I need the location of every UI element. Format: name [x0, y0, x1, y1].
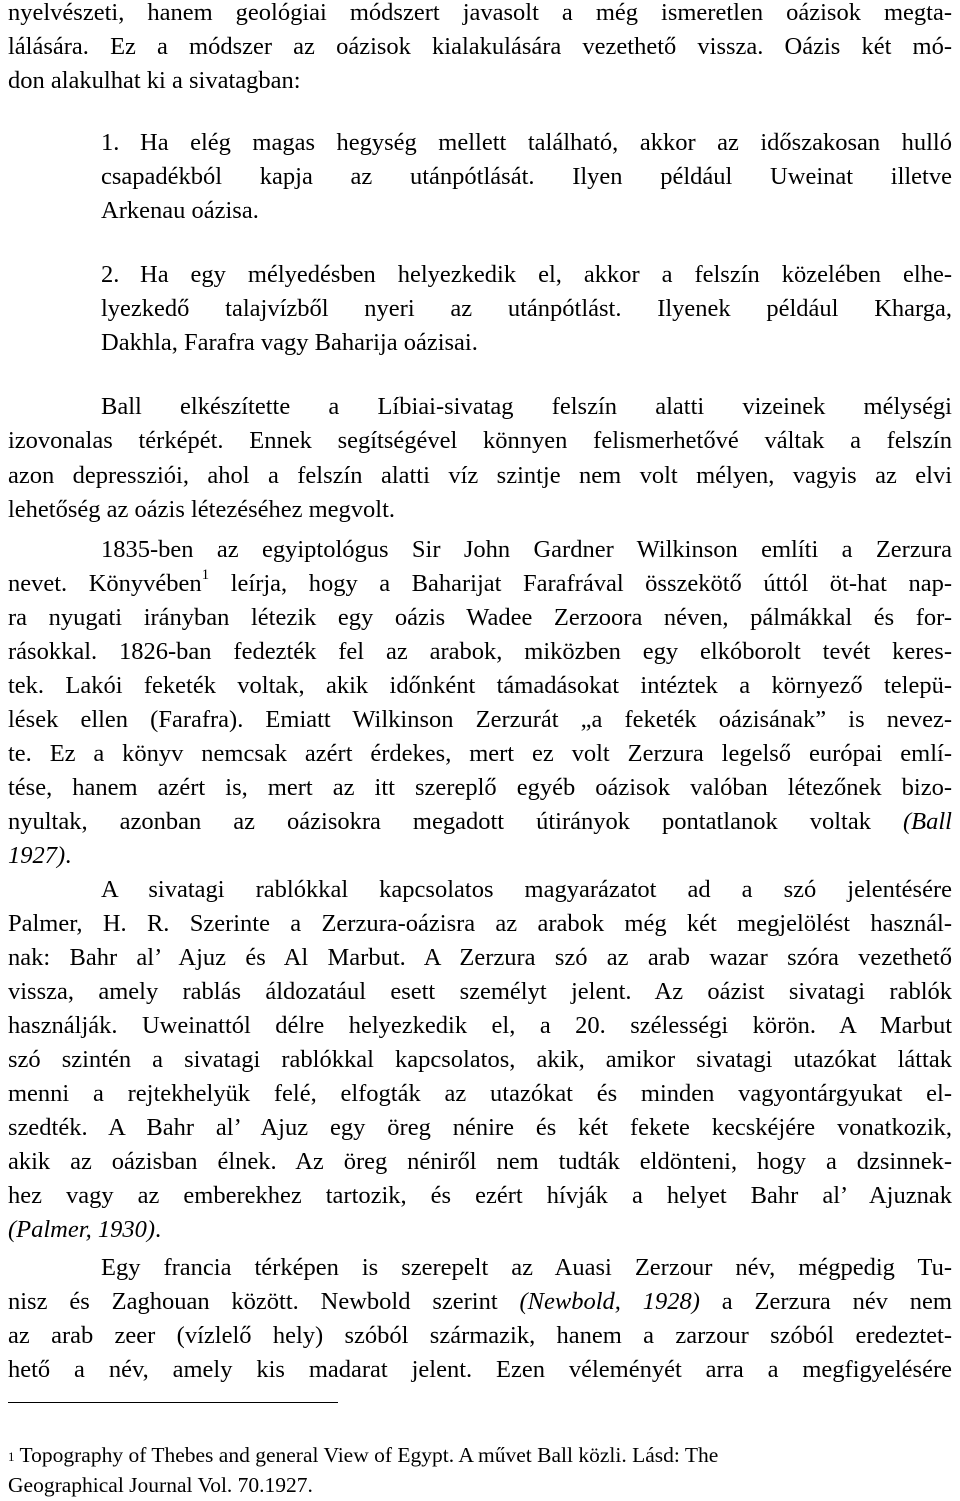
french-line-4: hető a név, amely kis madarat jelent. Ezen véleményét arra a megfigyelésére [8, 1356, 952, 1383]
palmer-line-11 [8, 1213, 952, 1247]
wilkinson-line-6: lések ellen (Farafra). Emiatt Wilkinson Zerzurát „a feketék oázisának” is nevez- [8, 706, 952, 733]
palmer-line-4: vissza, amely rablás áldozatául esett személyt jelent. Az oázist sivatagi rablók [8, 978, 952, 1005]
ball-line-4: lehetőség az oázis létezéséhez megvolt. [8, 496, 396, 523]
list-item-2-line-2: lyezkedő talajvízből nyeri az utánpótlást. Ilyenek például Kharga, [101, 295, 952, 322]
wilkinson-line-5: tek. Lakói feketék voltak, akik időnként támadásokat intéztek a környező telepü- [8, 672, 952, 699]
french-line-1: Egy francia térképen is szerepelt az Auasi Zerzour név, mégpedig Tu- [101, 1254, 952, 1281]
list-item-1-line-2: csapadékból kapja az utánpótlását. Ilyen például Uweinat illetve [101, 163, 952, 190]
palmer-line-2: Palmer, H. R. Szerinte a Zerzura-oázisra az arabok még két megjelölést használ- [8, 910, 952, 937]
footnote-rule [8, 1402, 338, 1403]
wilkinson-line-1: 1835-ben az egyiptológus Sir John Gardner Wilkinson említi a Zerzura [101, 536, 952, 563]
palmer-line-6: szó szintén a sivatagi rablókkal kapcsolatos, akik, amikor sivatagi utazókat láttak [8, 1046, 952, 1073]
palmer-line-8: szedték. A Bahr al’ Ajuz egy öreg nénire és két fekete kecskéjére vonatkozik, [8, 1114, 952, 1141]
list-number-1: 1. [101, 129, 120, 156]
wilkinson-line-8: tése, hanem azért is, mert az itt szereplő egyéb oázisok valóban létezőnek bizo- [8, 774, 952, 801]
french-line-2b: a Zerzura név nem [699, 1288, 952, 1315]
palmer-line-5: használják. Uweinattól délre helyezkedik el, a 20. szélességi körön. A Marbut [8, 1012, 952, 1039]
wilkinson-line-9a: nyultak, azonban az oázisokra megadott útirányok pontatlanok voltak [8, 808, 903, 835]
citation-palmer-1930: (Palmer, 1930) [8, 1216, 155, 1243]
footnote-text-1: Topography of Thebes and general View of Egypt. A művet Ball közli. Lásd: The [14, 1443, 719, 1467]
list-item-1-line-3: Arkenau oázisa. [101, 197, 259, 224]
palmer-line-7: menni a rejtekhelyük felé, elfogták az utazókat és minden vagyontárgyukat el- [8, 1080, 952, 1107]
wilkinson-line-9 [8, 805, 952, 839]
palmer-line-3: nak: Bahr al’ Ajuz és Al Marbut. A Zerzura szó az arab wazar szóra vezethető [8, 944, 952, 971]
wilkinson-line-2b: leírja, hogy a Baharijat Farafrával összekötő úttól öt-hat nap- [209, 570, 952, 597]
wilkinson-line-10 [8, 839, 952, 873]
palmer-line-11b: . [154, 1216, 162, 1243]
wilkinson-line-2 [8, 567, 952, 601]
palmer-line-1: A sivatagi rablókkal kapcsolatos magyarázatot ad a szó jelentésére [101, 876, 952, 903]
intro-line-1: nyelvészeti, hanem geológiai módszert javasolt a még ismeretlen oázisok megta- [8, 0, 952, 26]
french-line-2a: nisz és Zaghouan között. Newbold szerint [8, 1288, 520, 1315]
french-line-2 [8, 1285, 952, 1319]
french-line-3: az arab zeer (vízlelő hely) szóból származik, hanem a zarzour szóból eredeztet- [8, 1322, 952, 1349]
footnote-line-2: Geographical Journal Vol. 70.1927. [8, 1473, 313, 1497]
intro-line-3: don alakulhat ki a sivatagban: [8, 67, 301, 94]
wilkinson-line-10b: . [65, 842, 72, 869]
ball-line-2: izovonalas térképét. Ennek segítségével könnyen felismerhetővé váltak a felszín [8, 427, 952, 454]
list-item-2-line-1: Ha egy mélyedésben helyezkedik el, akkor a felszín közelében elhe- [140, 261, 952, 288]
wilkinson-line-2a: nevet. Könyvében [8, 570, 202, 597]
footnote-ref-1: 1 [201, 567, 210, 583]
ball-line-1: Ball elkészítette a Líbiai-sivatag felszín alatti vizeinek mélységi [101, 393, 952, 420]
list-item-2-line-3: Dakhla, Farafra vagy Baharija oázisai. [101, 329, 478, 356]
list-number-2: 2. [101, 261, 120, 288]
footnote-number: 1 [8, 1449, 15, 1464]
list-item-1-line-1: Ha elég magas hegység mellett található, akkor az időszakosan hulló [140, 129, 952, 156]
citation-ball-1927-b: 1927) [8, 842, 66, 869]
citation-newbold-1928: (Newbold, 1928) [519, 1288, 700, 1315]
wilkinson-line-4: rásokkal. 1826-ban fedezték fel az arabok, miközben egy elkóborolt tevét keres- [8, 638, 952, 665]
palmer-line-9: akik az oázisban élnek. Az öreg néniről nem tudták eldönteni, hogy a dzsinnek- [8, 1148, 952, 1175]
footnote-line-1 [8, 1440, 952, 1470]
wilkinson-line-7: te. Ez a könyv nemcsak azért érdekes, mert ez volt Zerzura legelső európai emlí- [8, 740, 952, 767]
citation-ball-1927-a: (Ball [903, 808, 952, 835]
intro-line-2: lálására. Ez a módszer az oázisok kialakulására vezethető vissza. Oázis két mó- [8, 33, 952, 60]
wilkinson-line-3: ra nyugati irányban létezik egy oázis Wadee Zerzoora néven, pálmákkal és for- [8, 604, 952, 631]
ball-line-3: azon depressziói, ahol a felszín alatti víz szintje nem volt mélyen, vagyis az elvi [8, 462, 952, 489]
palmer-line-10: hez vagy az emberekhez tartozik, és ezért hívják a helyet Bahr al’ Ajuznak [8, 1182, 952, 1209]
